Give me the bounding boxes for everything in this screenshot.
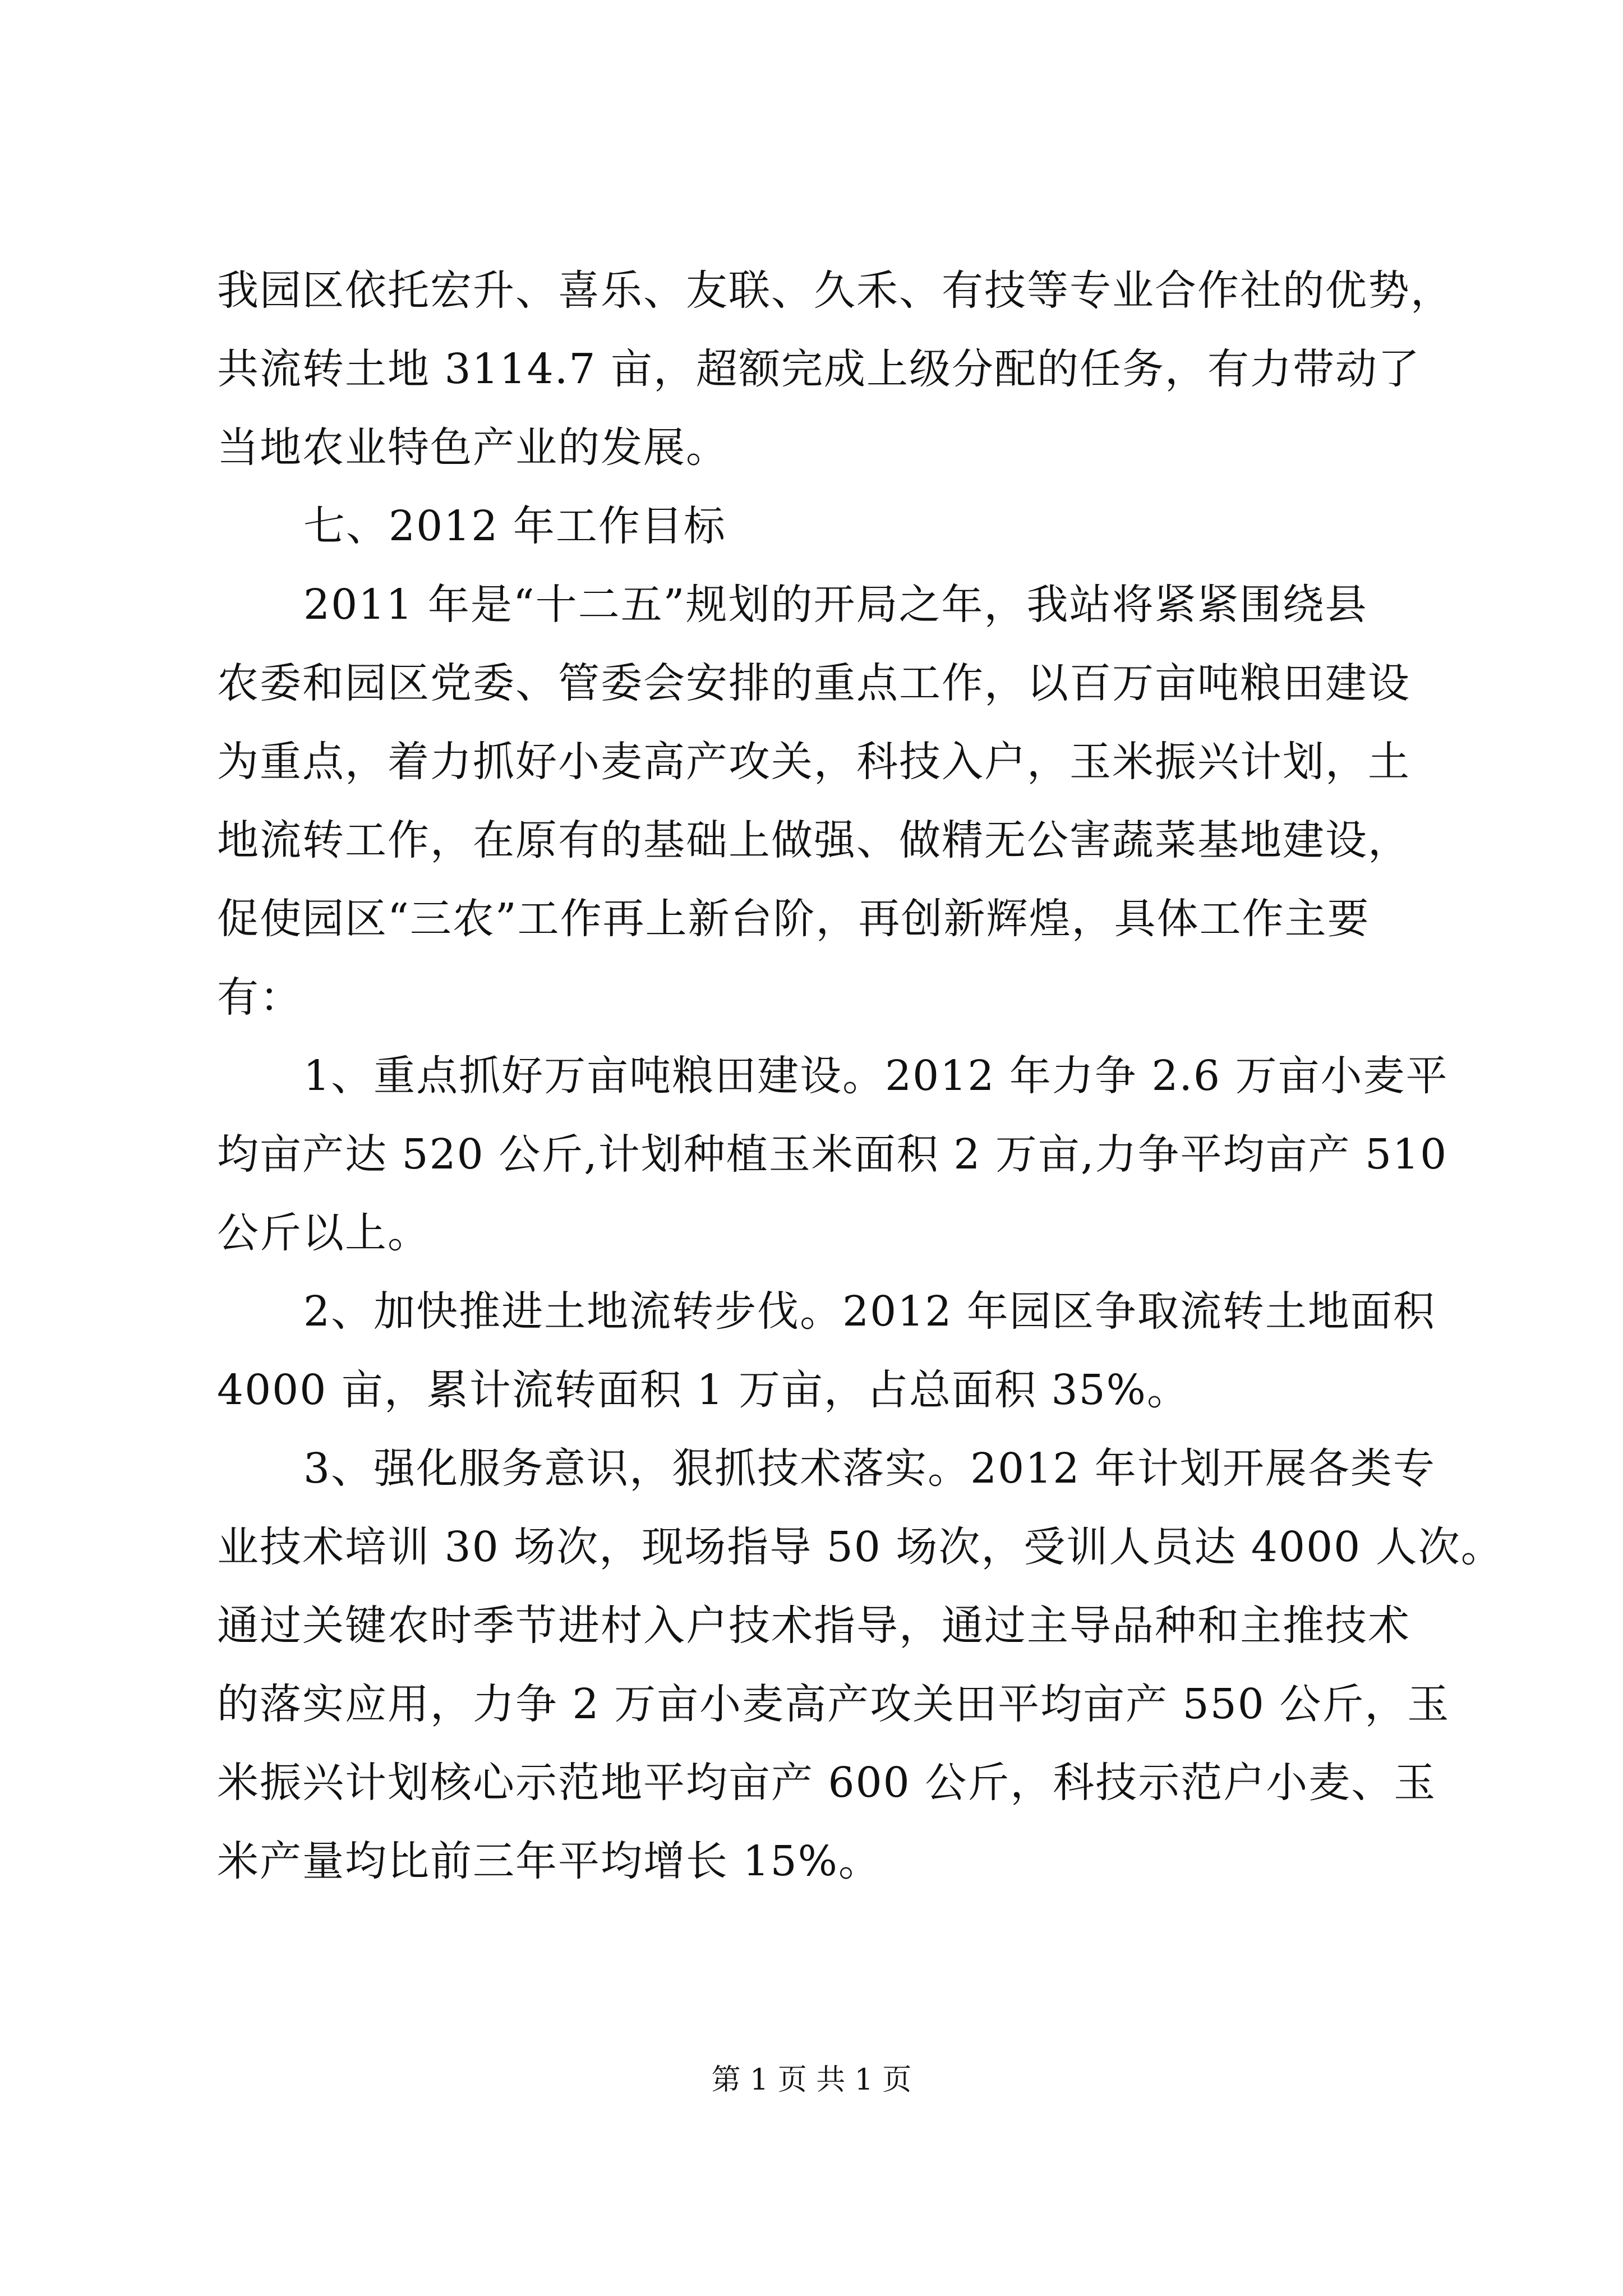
- list-item-3-line-5: 米振兴计划核心示范地平均亩产 600 公斤，科技示范户小麦、玉: [217, 1759, 1437, 1807]
- body-line-3: 当地农业特色产业的发展。: [217, 424, 728, 472]
- body-line-1: 我园区依托宏升、喜乐、友联、久禾、有技等专业合作社的优势，: [217, 266, 1453, 315]
- section-heading: 七、2012 年工作目标: [303, 502, 726, 550]
- list-item-1-line-2: 均亩产达 520 公斤,计划种植玉米面积 2 万亩,力争平均亩产 510: [217, 1130, 1448, 1179]
- list-item-3-line-3: 通过关键农时季节进村入户技术指导，通过主导品种和主推技术: [217, 1602, 1410, 1650]
- body-line-8: 地流转工作，在原有的基础上做强、做精无公害蔬菜基地建设，: [217, 816, 1410, 864]
- list-item-3-line-6: 米产量均比前三年平均增长 15%。: [217, 1837, 881, 1885]
- body-line-6: 农委和园区党委、管委会安排的重点工作，以百万亩吨粮田建设: [217, 659, 1410, 707]
- page-number-footer: 第 1 页 共 1 页: [711, 2063, 912, 2097]
- body-line-2: 共流转土地 3114.7 亩，超额完成上级分配的任务，有力带动了: [217, 345, 1421, 393]
- document-body: [217, 251, 1504, 1901]
- body-line-10: 有：: [217, 973, 302, 1022]
- body-line-5: 2011 年是“十二五”规划的开局之年，我站将紧紧围绕县: [303, 581, 1368, 629]
- list-item-2-line-2: 4000 亩，累计流转面积 1 万亩，占总面积 35%。: [217, 1366, 1189, 1414]
- list-item-3-line-2: 业技术培训 30 场次，现场指导 50 场次，受训人员达 4000 人次。: [217, 1523, 1504, 1571]
- list-item-3-line-1: 3、强化服务意识，狠抓技术落实。2012 年计划开展各类专: [303, 1444, 1436, 1493]
- list-item-2-line-1: 2、加快推进土地流转步伐。2012 年园区争取流转土地面积: [303, 1287, 1436, 1336]
- list-item-3-line-4: 的落实应用，力争 2 万亩小麦高产攻关田平均亩产 550 公斤，玉: [217, 1680, 1450, 1728]
- body-line-9: 促使园区“三农”工作再上新台阶，再创新辉煌，具体工作主要: [217, 895, 1370, 943]
- list-item-1-line-3: 公斤以上。: [217, 1209, 430, 1257]
- body-line-7: 为重点，着力抓好小麦高产攻关，科技入户，玉米振兴计划，土: [217, 738, 1410, 786]
- list-item-1-line-1: 1、重点抓好万亩吨粮田建设。2012 年力争 2.6 万亩小麦平: [303, 1052, 1449, 1100]
